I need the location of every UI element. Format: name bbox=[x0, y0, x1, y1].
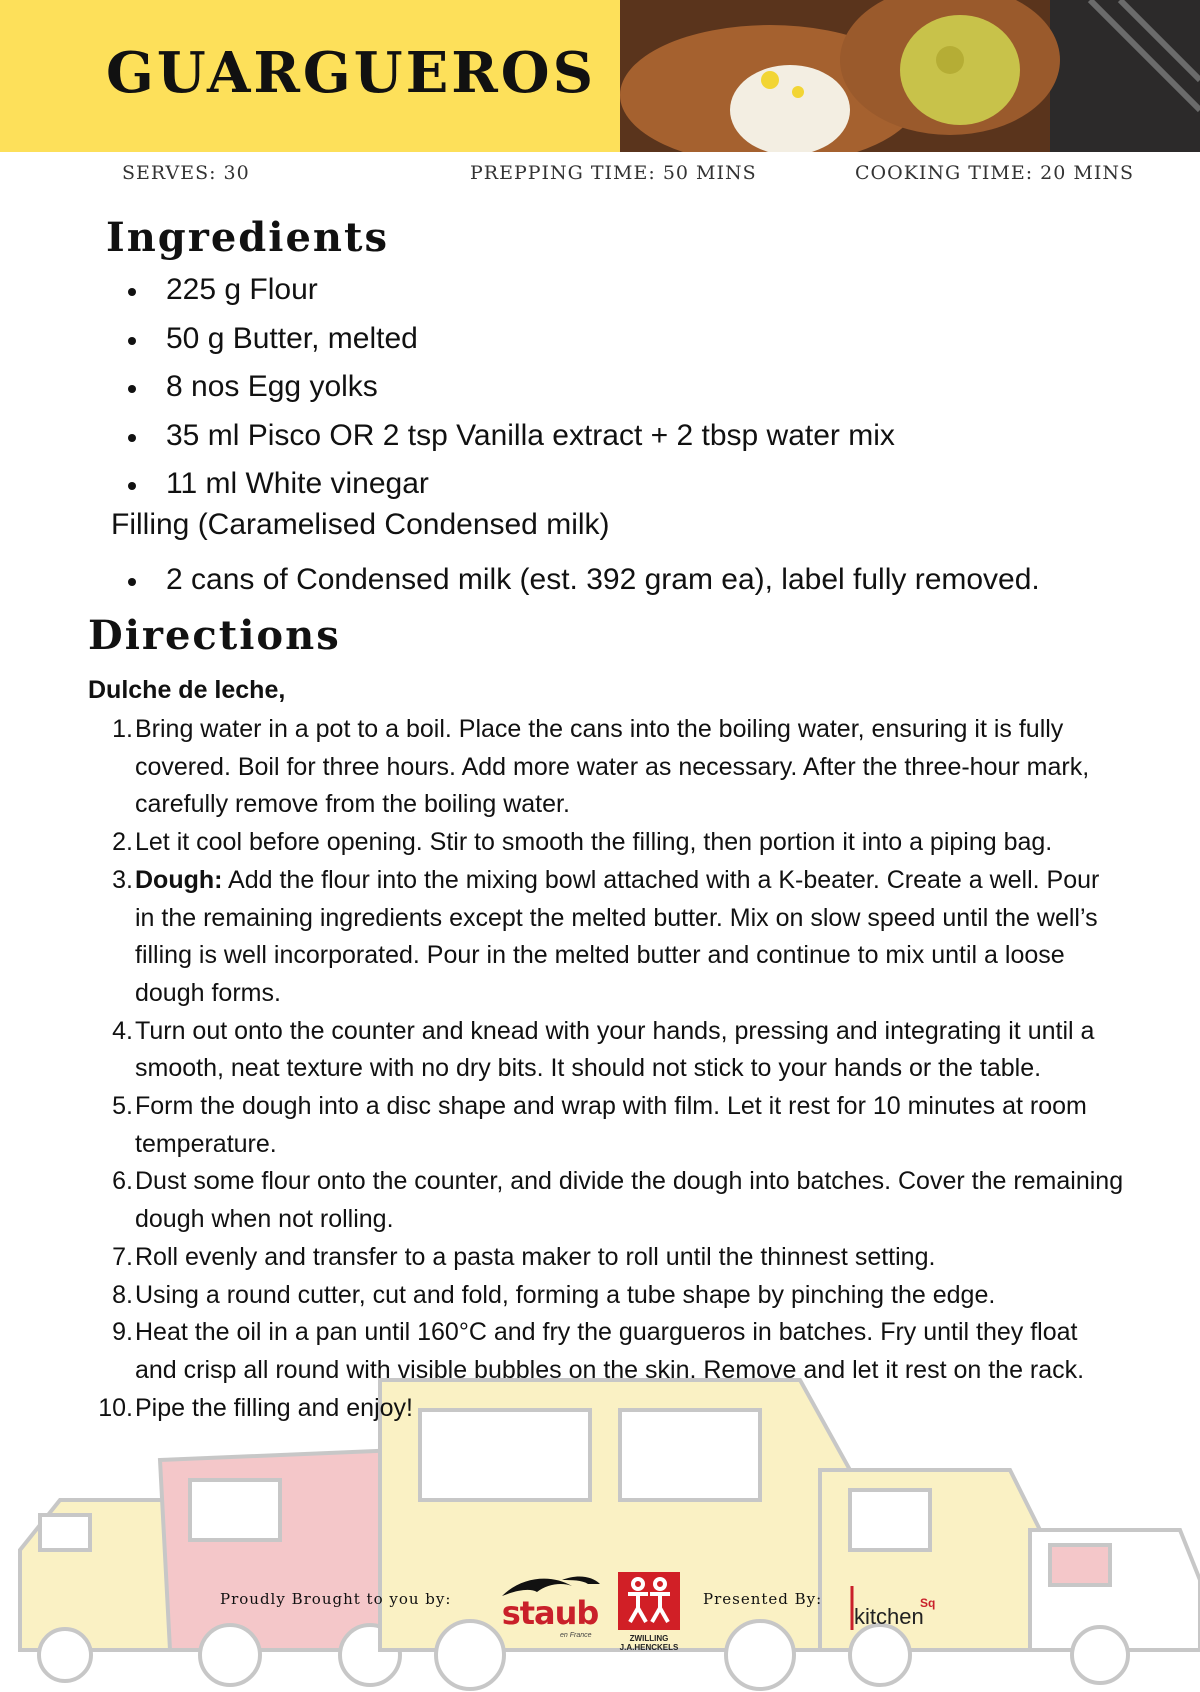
step-text: Using a round cutter, cut and fold, forming a tube shape by pinching the edge. bbox=[135, 1280, 996, 1309]
directions-list bbox=[84, 711, 1124, 1427]
step-text: Bring water in a pot to a boil. Place the cans into the boiling water, ensuring it is fully covered. Boil for three hours. Add more water as necessary. After the three-hour mark, carefully remove from the boiling water. bbox=[135, 715, 1090, 819]
step-text: Add the flour into the mixing bowl attached with a K-beater. Create a well. Pour in the remaining ingredients except the melted butter. Mix on slow speed until the well’s filling is well incorporated. Pour in the melted butter and continue to mix until a loose dough forms. bbox=[135, 865, 1100, 1007]
step-number: 1. bbox=[112, 715, 133, 743]
direction-step bbox=[84, 1013, 1124, 1088]
step-number: 6. bbox=[112, 1167, 133, 1196]
step-number: 5. bbox=[112, 1092, 133, 1121]
filling-label: Filling (Caramelised Condensed milk) bbox=[111, 508, 610, 541]
directions-heading: Directions bbox=[88, 612, 341, 659]
step-number: 7. bbox=[112, 1242, 133, 1271]
direction-step bbox=[84, 1163, 1124, 1238]
staub-wordmark: staub bbox=[501, 1594, 599, 1632]
kitchen-sq-logo bbox=[848, 1582, 938, 1642]
filling-list bbox=[120, 556, 1040, 605]
direction-step bbox=[84, 1277, 1124, 1315]
filling-item: 2 cans of Condensed milk (est. 392 gram ea), label fully removed. bbox=[120, 556, 1040, 605]
kitchen-sq-mark: Sq bbox=[920, 1596, 936, 1610]
header-band bbox=[0, 0, 620, 152]
ingredient-item: 35 ml Pisco OR 2 tsp Vanilla extract + 2 tbsp water mix bbox=[120, 412, 895, 461]
direction-step bbox=[84, 711, 1124, 824]
recipe-title: GUARGUEROS bbox=[106, 40, 597, 106]
step-number: 8. bbox=[112, 1280, 133, 1309]
staub-logo bbox=[492, 1574, 608, 1642]
ingredients-list bbox=[120, 266, 895, 509]
cook-time-info: COOKING TIME: 20 MINS bbox=[855, 162, 1134, 184]
step-text: Heat the oil in a pan until 160°C and fry the guargueros in batches. Fry until they float and crisp all round with visible bubbles on the skin. Remove and let it rest on the rack. bbox=[135, 1318, 1085, 1384]
staub-subtext: en France bbox=[560, 1632, 592, 1639]
step-text: Pipe the filling and enjoy! bbox=[135, 1393, 413, 1422]
step-bold-label: Dough: bbox=[135, 865, 223, 894]
kitchen-wordmark: kitchen bbox=[854, 1604, 924, 1629]
direction-step bbox=[84, 1314, 1124, 1389]
step-text: Dust some flour onto the counter, and divide the dough into batches. Cover the remaining dough when not rolling. bbox=[135, 1167, 1124, 1234]
cannoli-illustration bbox=[620, 0, 1200, 152]
ingredients-heading: Ingredients bbox=[106, 214, 389, 261]
serves-info: SERVES: 30 bbox=[122, 162, 250, 184]
twin-figures-icon bbox=[618, 1572, 680, 1630]
prep-time-info: PREPPING TIME: 50 MINS bbox=[470, 162, 757, 184]
step-text: Form the dough into a disc shape and wrap with film. Let it rest for 10 minutes at room temperature. bbox=[135, 1092, 1087, 1158]
step-number: 10. bbox=[98, 1393, 133, 1422]
ingredient-item: 8 nos Egg yolks bbox=[120, 363, 895, 412]
ingredient-item: 11 ml White vinegar bbox=[120, 460, 895, 509]
directions-subheading: Dulche de leche, bbox=[88, 676, 286, 704]
zwilling-twins-icon bbox=[618, 1572, 680, 1630]
step-text: Turn out onto the counter and knead with your hands, pressing and integrating it until a smooth, neat texture with no dry bits. It should not stick to your hands or the table. bbox=[135, 1016, 1095, 1083]
cannoli-photo bbox=[620, 0, 1200, 152]
zwilling-logo bbox=[618, 1572, 680, 1654]
direction-step bbox=[84, 1390, 1124, 1428]
direction-step bbox=[84, 824, 1124, 862]
step-number: 3. bbox=[112, 865, 133, 894]
presented-by-label: Presented By: bbox=[703, 1590, 823, 1608]
truck-right-white bbox=[1030, 1530, 1200, 1683]
ingredient-item: 225 g Flour bbox=[120, 266, 895, 315]
step-number: 4. bbox=[112, 1016, 133, 1045]
truck-right-yellow bbox=[820, 1470, 1060, 1685]
step-number: 9. bbox=[112, 1318, 133, 1347]
direction-step bbox=[84, 1239, 1124, 1277]
direction-step bbox=[84, 1088, 1124, 1163]
step-text: Let it cool before opening. Stir to smooth the filling, then portion it into a piping bag. bbox=[135, 828, 1053, 857]
zwilling-wordmark: ZWILLING J.A.HENCKELS bbox=[619, 1634, 679, 1652]
ingredient-item: 50 g Butter, melted bbox=[120, 315, 895, 364]
step-number: 2. bbox=[112, 828, 133, 857]
direction-step bbox=[84, 862, 1124, 1013]
proudly-brought-label: Proudly Brought to you by: bbox=[220, 1590, 452, 1608]
step-text: Roll evenly and transfer to a pasta maker to roll until the thinnest setting. bbox=[135, 1242, 936, 1271]
